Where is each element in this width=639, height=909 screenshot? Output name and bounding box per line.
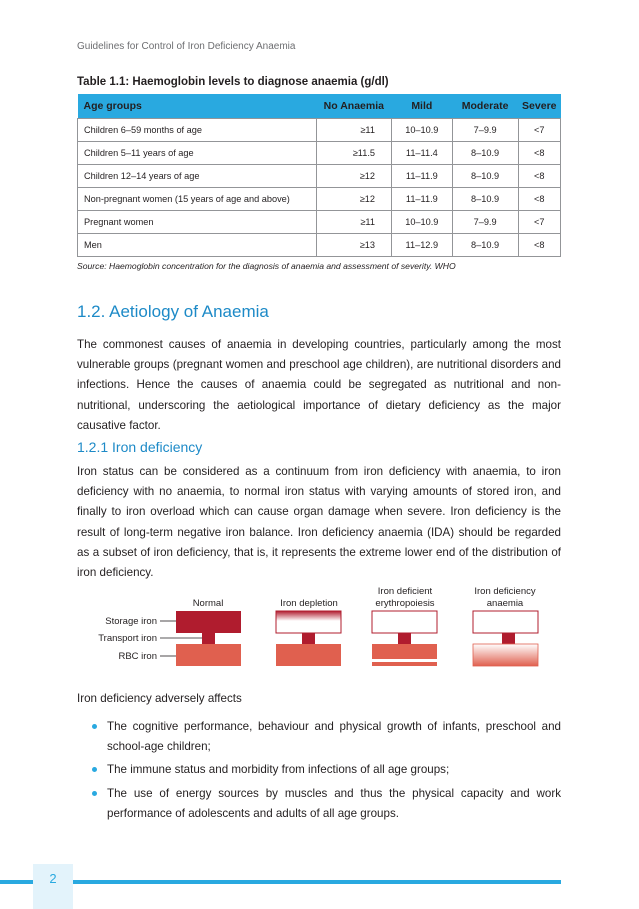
table-cell: 11–11.9 — [391, 165, 452, 188]
section-heading: 1.2. Aetiology of Anaemia — [77, 302, 269, 321]
ida-rbc-block — [473, 644, 538, 666]
table-cell: Children 5–11 years of age — [78, 142, 317, 165]
table-cell: <7 — [518, 211, 560, 234]
table-cell: ≥11.5 — [316, 142, 391, 165]
table-cell: 8–10.9 — [452, 165, 518, 188]
depletion-storage-block — [276, 611, 341, 633]
table-cell: 7–9.9 — [452, 211, 518, 234]
table-cell: Pregnant women — [78, 211, 317, 234]
ida-storage-block — [473, 611, 538, 633]
section-paragraph: The commonest causes of anaemia in developing countries, particularly among the most vulnerable groups (pregnant women and preschool age children), are nutritional disorders and infections. Hence the causes of anaemia could be segregated as nutritional and non-nutritional, underscoring the aetiological importance of dietary deficiency as the major causative factor. — [77, 338, 561, 432]
effects-list — [90, 717, 561, 827]
table-cell: ≥12 — [316, 165, 391, 188]
list-item-text: The use of energy sources by muscles and thus the physical capacity and work performance of adolescents and adults of all age groups. — [107, 786, 561, 820]
table-cell: 10–10.9 — [391, 211, 452, 234]
stage-label-ida-line1: Iron deficiency — [474, 586, 536, 597]
table-cell: Children 12–14 years of age — [78, 165, 317, 188]
table-cell: <8 — [518, 165, 560, 188]
table-source-note: Source: Haemoglobin concentration for the diagnosis of anaemia and assessment of severity. WHO — [77, 261, 456, 271]
list-item — [90, 760, 561, 780]
erythropoiesis-rbc-block — [372, 644, 437, 666]
table-cell: ≥12 — [316, 188, 391, 211]
table-header-cell: No Anaemia — [316, 94, 391, 119]
bullet-icon — [92, 791, 97, 796]
stage-label-iron-depletion: Iron depletion — [280, 598, 338, 609]
subsection-paragraph: Iron status can be considered as a continuum from iron deficiency with anaemia, to iron deficiency with no anaemia, to normal iron status with varying amounts of stored iron, and finally to iron overload which can cause organ damage when severe. Iron deficiency is the result of long-term negative iron balance. Iron deficiency anaemia (IDA) should be regarded as a subset of iron deficiency, that is, it represents the extreme lower end of the distribution of iron deficiency. — [77, 465, 561, 580]
table-cell: 11–11.9 — [391, 188, 452, 211]
table-header-cell: Mild — [391, 94, 452, 119]
table-cell: <8 — [518, 234, 560, 257]
table-cell: Non-pregnant women (15 years of age and above) — [78, 188, 317, 211]
bullet-icon — [92, 767, 97, 772]
table-cell: 10–10.9 — [391, 119, 452, 142]
depletion-transport-block — [302, 633, 315, 644]
footer-rule-right — [73, 880, 561, 884]
table-cell: <7 — [518, 119, 560, 142]
table-header-cell: Moderate — [452, 94, 518, 119]
ida-transport-block — [502, 633, 515, 644]
list-item-text: The cognitive performance, behaviour and physical growth of infants, preschool and school-age children; — [107, 720, 561, 754]
table-caption: Table 1.1: Haemoglobin levels to diagnose anaemia (g/dl) — [77, 76, 389, 88]
page-number — [33, 864, 73, 909]
erythropoiesis-rbc-gap — [372, 659, 437, 662]
erythropoiesis-storage-block — [372, 611, 437, 633]
label-rbc-iron: RBC iron — [118, 651, 157, 662]
normal-transport-block — [202, 633, 215, 644]
table-cell: 8–10.9 — [452, 188, 518, 211]
stage-label-iron-deficient-line1: Iron deficient — [377, 586, 433, 597]
label-storage-iron: Storage iron — [105, 616, 157, 627]
table-cell: 11–12.9 — [391, 234, 452, 257]
bullet-icon — [92, 724, 97, 729]
table-cell: <8 — [518, 142, 560, 165]
table-cell: ≥13 — [316, 234, 391, 257]
page-number-text: 2 — [49, 871, 57, 886]
stage-label-ida-line2: anaemia — [486, 598, 524, 609]
stage-label-normal: Normal — [192, 598, 224, 609]
table-cell: <8 — [518, 188, 560, 211]
list-item-text: The immune status and morbidity from infections of all age groups; — [107, 763, 450, 777]
table-cell: 8–10.9 — [452, 142, 518, 165]
depletion-rbc-block — [276, 644, 341, 666]
table-cell: ≥11 — [316, 119, 391, 142]
table-cell: 7–9.9 — [452, 119, 518, 142]
affects-intro: Iron deficiency adversely affects — [77, 692, 242, 705]
label-transport-iron: Transport iron — [98, 633, 157, 644]
table-cell: ≥11 — [316, 211, 391, 234]
list-item — [90, 717, 561, 757]
normal-storage-block — [176, 611, 241, 633]
table-cell: Men — [78, 234, 317, 257]
table-cell: 11–11.4 — [391, 142, 452, 165]
table-cell: Children 6–59 months of age — [78, 119, 317, 142]
erythropoiesis-transport-block — [398, 633, 411, 644]
running-head: Guidelines for Control of Iron Deficiency Anaemia — [77, 41, 296, 52]
stage-label-iron-deficient-line2: erythropoiesis — [375, 598, 435, 609]
subsection-heading: 1.2.1 Iron deficiency — [77, 439, 203, 455]
list-item — [90, 784, 561, 824]
table-cell: 8–10.9 — [452, 234, 518, 257]
normal-rbc-block — [176, 644, 241, 666]
table-header-cell: Age groups — [78, 94, 317, 119]
footer-rule-left — [0, 880, 33, 884]
table-header-cell: Severe — [518, 94, 560, 119]
